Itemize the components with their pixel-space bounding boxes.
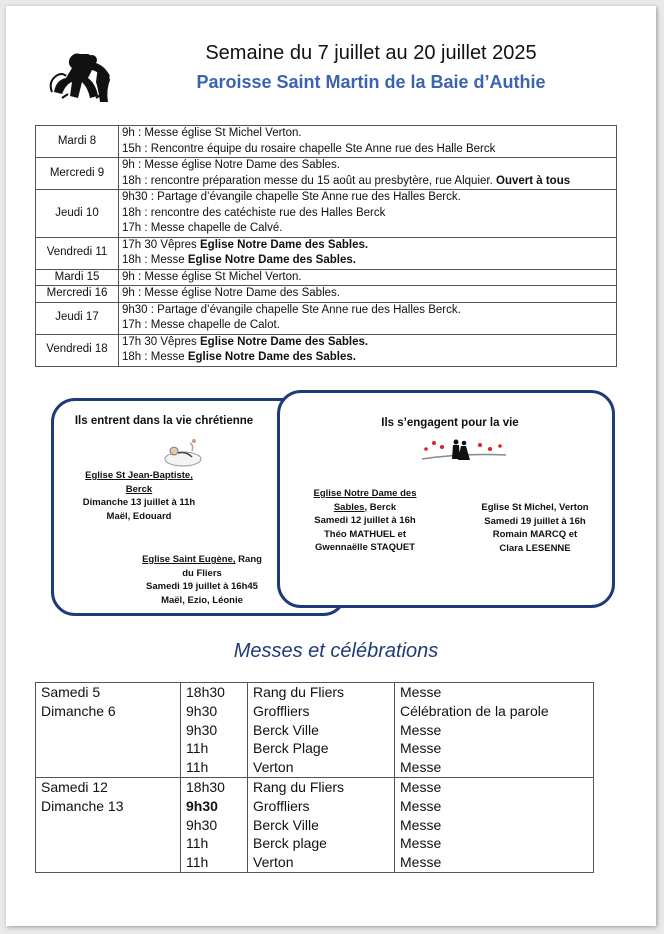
schedule-event-emphasis: Eglise Notre Dame des Sables. [200,238,369,251]
schedule-event-text: 18h : Messe [122,351,188,363]
wedding-1-place: Eglise Notre Dame des [313,488,417,499]
celebration-time: 11h [186,740,209,757]
schedule-event-emphasis: Eglise Notre Dame des Sables. [200,335,369,348]
celebrations-heading: Messes et célébrations [233,640,439,662]
celebration-time: 9h30 [186,816,218,833]
schedule-event-line [122,221,613,237]
wedding-2-date: Samedi 19 juillet à 16h [484,515,586,527]
schedule-day: Mercredi 16 [36,286,119,303]
schedule-event-line [122,286,613,302]
celebration-group [36,683,594,778]
celebration-place: Verton [253,854,294,871]
schedule-event-line [122,350,613,366]
celebration-place-cell [248,683,395,778]
celebration-place-cell [248,777,395,872]
schedule-event-line [122,253,613,269]
schedule-event-line [122,238,613,254]
schedule-events [119,334,617,366]
celebration-day: Samedi 5 [41,684,101,700]
schedule-event-text: 17h 30 Vêpres [122,238,201,251]
baptism-1-place: Eglise St Jean-Baptiste, [85,470,193,481]
schedule-events [119,237,617,269]
document-page [6,6,656,926]
wedding-box [277,390,615,608]
celebration-time-cell [181,777,248,872]
wedding-entry-1 [300,487,430,555]
baptism-entry-1 [64,469,214,523]
parish-name: Paroisse Saint Martin de la Baie d’Authie [196,72,546,92]
schedule-event-text: 15h : Rencontre équipe du rosaire chapelle Ste Anne rue des Halle Berck [122,142,496,155]
schedule-row [36,158,617,190]
schedule-day: Mercredi 9 [36,158,119,190]
baptism-2-names: Maël, Ezio, Léonie [161,594,243,606]
celebration-time: 11h [186,835,209,852]
life-events-section [51,390,615,612]
schedule-events [119,269,617,286]
schedule-event-text: 18h : Messe [122,254,188,266]
wedding-1-place-cont: Sables, [333,501,368,513]
schedule-event-line [122,174,613,190]
celebration-place: Berck Ville [253,721,319,738]
schedule-event-text: 9h : Messe église Notre Dame des Sables. [122,287,340,299]
baptism-2-date: Samedi 19 juillet à 16h45 [146,581,258,592]
schedule-events [119,126,617,158]
wedding-2-names-1: Romain MARCQ et [492,529,578,540]
schedule-event-line [122,318,613,334]
wedding-2-names-2: Clara LESENNE [499,542,571,554]
schedule-row [36,126,617,158]
schedule-row [36,237,617,269]
celebration-group [36,777,594,872]
celebration-type-cell [395,683,594,778]
celebration-day: Dimanche 6 [41,702,116,719]
schedule-event-line [122,190,613,206]
schedule-day: Vendredi 18 [36,334,119,366]
baptism-1-date: Dimanche 13 juillet à 11h [82,497,196,508]
page-title: Semaine du 7 juillet au 20 juillet 2025 [205,42,537,64]
celebration-type: Messe [400,778,442,795]
celebration-time: 11h [186,854,209,871]
wedding-1-names-2: Gwennaëlle STAQUET [314,542,416,553]
schedule-event-text: 18h : rencontre préparation messe du 15 août au presbytère, rue Alquier. [122,174,496,187]
celebration-time: 9h30 [186,721,218,738]
baptism-heading: Ils entrent dans la vie chrétienne [74,415,254,427]
baptism-entry-2 [132,553,272,607]
schedule-event-line [122,158,613,174]
celebration-time: 18h30 [186,778,225,795]
schedule-row [36,302,617,334]
weekly-schedule-table [35,125,617,367]
baptism-1-names: Maël, Edouard [106,510,172,522]
celebration-type: Messe [400,835,442,852]
celebrations-table [35,682,594,873]
celebration-time: 9h30 [186,702,218,719]
celebration-time: 18h30 [186,684,225,700]
celebration-time-cell [181,683,248,778]
schedule-event-line [122,206,613,222]
celebration-type: Messe [400,797,442,814]
celebration-time: 11h [186,759,209,776]
schedule-event-text: 9h : Messe église St Michel Verton. [122,270,302,283]
baptism-icon [160,437,206,469]
wedding-1-date: Samedi 12 juillet à 16h [314,515,416,526]
wedding-1-names-1: Théo MATHUEL et [324,528,406,540]
schedule-event-text: 9h30 : Partage d’évangile chapelle Ste Anne rue des Halles Berck. [122,191,461,203]
schedule-day: Jeudi 10 [36,190,119,238]
baptism-2-place-rest: Rang [235,554,262,565]
schedule-event-line [122,335,613,351]
baptism-1-place-town: Berck [125,483,153,495]
celebration-place: Berck plage [253,835,327,852]
schedule-event-text: 9h : Messe église St Michel Verton. [122,127,302,139]
celebration-day: Samedi 12 [41,778,108,795]
schedule-row [36,334,617,366]
celebration-place: Berck Plage [253,740,329,757]
schedule-event-text: 9h30 : Partage d’évangile chapelle Ste Anne rue des Halles Berck. [122,303,461,316]
schedule-row [36,286,617,303]
schedule-event-emphasis: Eglise Notre Dame des Sables. [187,351,356,363]
celebration-place: Berck Ville [253,816,319,833]
baptism-2-place-town: du Fliers [182,567,222,579]
schedule-row [36,269,617,286]
schedule-events [119,286,617,303]
schedule-events [119,158,617,190]
schedule-event-text: 9h : Messe église Notre Dame des Sables. [122,159,340,171]
schedule-event-line [122,270,613,286]
parish-logo-icon [42,46,118,106]
schedule-event-text: 17h : Messe chapelle de Calvé. [122,222,283,234]
schedule-event-text: 17h 30 Vêpres [122,335,201,348]
celebration-type: Messe [400,759,442,776]
wedding-entry-2 [470,501,600,555]
schedule-day: Jeudi 17 [36,302,119,334]
celebration-type: Messe [400,721,442,738]
wedding-couple-icon [420,437,508,467]
schedule-event-line [122,126,613,142]
schedule-event-emphasis: Eglise Notre Dame des Sables. [187,254,356,266]
celebration-day-cell [36,683,181,778]
wedding-2-place: Eglise St Michel, Verton [481,502,589,513]
celebration-type-cell [395,777,594,872]
schedule-day: Vendredi 11 [36,237,119,269]
schedule-event-emphasis: Ouvert à tous [496,174,571,187]
schedule-row [36,190,617,238]
wedding-heading: Ils s’engagent pour la vie [381,417,519,429]
schedule-event-line [122,142,613,158]
celebration-type: Messe [400,816,442,833]
schedule-day: Mardi 8 [36,126,119,158]
celebration-place: Rang du Fliers [253,778,345,795]
celebration-place: Groffliers [253,702,310,719]
schedule-day: Mardi 15 [36,269,119,286]
celebration-type: Messe [400,684,442,700]
schedule-events [119,190,617,238]
celebration-day: Dimanche 13 [41,797,124,814]
celebration-day-cell [36,777,181,872]
schedule-event-text: 17h : Messe chapelle de Calot. [122,319,280,331]
celebration-place: Verton [253,759,294,776]
schedule-event-line [122,303,613,319]
celebration-place: Groffliers [253,797,310,814]
celebration-time: 9h30 [186,797,218,814]
wedding-1-place-town: Berck [367,501,397,513]
schedule-event-text: 18h : rencontre des catéchiste rue des Halles Berck [122,206,386,219]
celebration-place: Rang du Fliers [253,684,345,700]
celebration-type: Messe [400,740,442,757]
baptism-2-place: Eglise Saint Eugène, [142,554,236,565]
schedule-events [119,302,617,334]
celebration-type: Célébration de la parole [400,702,549,719]
celebration-type: Messe [400,854,442,871]
